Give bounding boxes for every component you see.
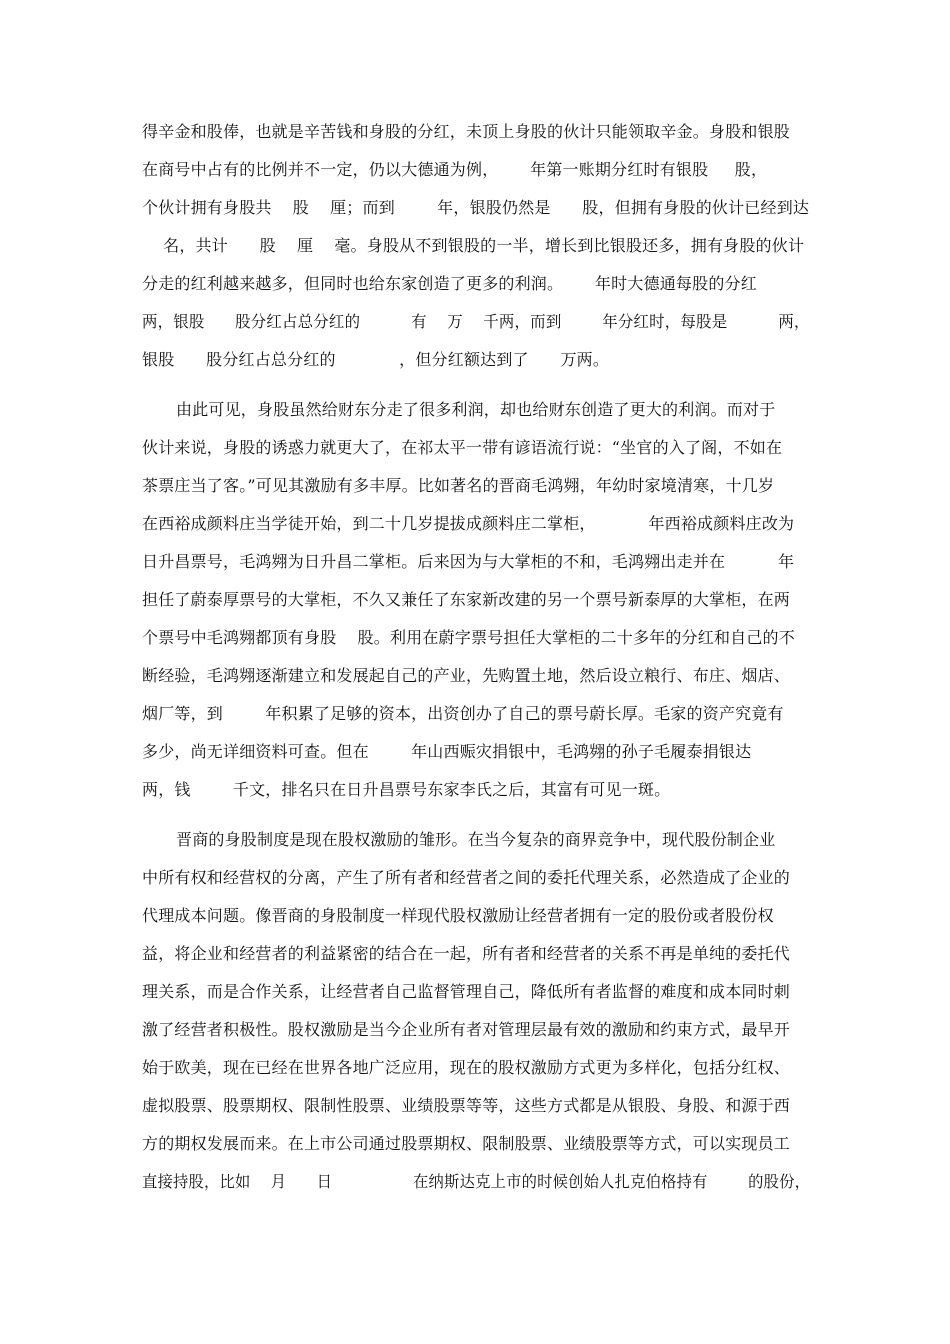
paragraph-2-line-10: 多少，尚无详细资料可查。但在 年山西赈灾捐银中，毛鸿翙的孙子毛履泰捐银达	[142, 742, 752, 761]
paragraph-3-line-7: 始于欧美，现在已经在世界各地广泛应用，现在的股权激励方式更为多样化，包括分红权、	[142, 1058, 791, 1077]
paragraph-2-line-9: 烟厂等，到 年积累了足够的资本，出资创办了自己的票号蔚长厚。毛家的资产究竟有	[142, 704, 784, 723]
paragraph-3-line-6: 激了经营者积极性。股权激励是当今企业所有者对管理层最有效的激励和约束方式，最早开	[142, 1020, 791, 1039]
paragraph-1-line-2: 在商号中占有的比例并不一定，仍以大德通为例， 年第一账期分红时有银股 股，	[142, 160, 768, 179]
paragraph-1-line-7: 银股 股分红占总分红的 ，但分红额达到了 万两。	[142, 350, 610, 369]
paragraph-2-line-8: 断经验，毛鸿翙逐渐建立和发展起自己的产业，先购置土地，然后设立粮行、布庄、烟店、	[142, 666, 791, 685]
paragraph-1-line-5: 分走的红利越来越多，但同时也给东家创造了更多的利润。 年时大德通每股的分红	[142, 274, 757, 293]
paragraph-2-line-11: 两，钱 千文，排名只在日升昌票号东家李氏之后，其富有可见一斑。	[142, 780, 671, 799]
paragraph-2-line-3: 茶票庄当了客。”可见其激励有多丰厚。比如著名的晋商毛鸿翙，年幼时家境清寒，十几岁	[142, 476, 775, 495]
paragraph-3-line-9: 方的期权发展而来。在上市公司通过股票期权、限制股票、业绩股票等方式，可以实现员工	[142, 1134, 791, 1153]
paragraph-2-line-4: 在西裕成颜料庄当学徒开始，到二十几岁提拔成颜料庄二掌柜， 年西裕成颜料庄改为	[142, 514, 795, 533]
paragraph-3-line-4: 益，将企业和经营者的利益紧密的结合在一起，所有者和经营者的关系不再是单纯的委托代	[142, 944, 791, 963]
paragraph-1-line-1: 得辛金和股俸，也就是辛苦钱和身股的分红，未顶上身股的伙计只能领取辛金。身股和银股	[142, 122, 791, 141]
paragraph-1-line-6: 两，银股 股分红占总分红的 有 万 千两，而到 年分红时，每股是 两，	[142, 312, 810, 331]
paragraph-1-line-4: 名，共计 股 厘 毫。身股从不到银股的一半，增长到比银股还多，拥有身股的伙计	[142, 236, 805, 255]
paragraph-3-line-1: 晋商的身股制度是现在股权激励的雏形。在当今复杂的商界竞争中，现代股份制企业	[176, 830, 776, 849]
paragraph-2-line-5: 日升昌票号，毛鸿翙为日升昌二掌柜。后来因为与大掌柜的不和，毛鸿翙出走并在 年	[142, 552, 795, 571]
paragraph-2-line-7: 个票号中毛鸿翙都顶有身股 股。利用在蔚字票号担任大掌柜的二十多年的分红和自己的不	[142, 628, 795, 647]
paragraph-3-line-3: 代理成本问题。像晋商的身股制度一样现代股权激励让经营者拥有一定的股份或者股份权	[142, 906, 774, 925]
paragraph-2-line-2: 伙计来说，身股的诱惑力就更大了，在祁太平一带有谚语流行说：“坐官的入了阁，不如在	[142, 438, 783, 457]
paragraph-3-line-5: 理关系，而是合作关系，让经营者自己监督管理自己，降低所有者监督的难度和成本同时刺	[142, 982, 791, 1001]
paragraph-2-line-1: 由此可见，身股虽然给财东分走了很多利润，却也给财东创造了更大的利润。而对于	[176, 400, 776, 419]
paragraph-3-line-2: 中所有权和经营权的分离，产生了所有者和经营者之间的委托代理关系，必然造成了企业的	[142, 868, 791, 887]
paragraph-1-line-3: 个伙计拥有身股共 股 厘；而到 年，银股仍然是 股，但拥有身股的伙计已经到达	[142, 198, 810, 217]
paragraph-3-line-8: 虚拟股票、股票期权、限制性股票、业绩股票等等，这些方式都是从银股、身股、和源于西	[142, 1096, 791, 1115]
paragraph-3-line-10: 直接持股，比如 月 日 在纳斯达克上市的时候创始人扎克伯格持有 的股份，	[142, 1172, 811, 1191]
paragraph-2-line-6: 担任了蔚泰厚票号的大掌柜，不久又兼任了东家新改建的另一个票号新泰厚的大掌柜，在两	[142, 590, 791, 609]
